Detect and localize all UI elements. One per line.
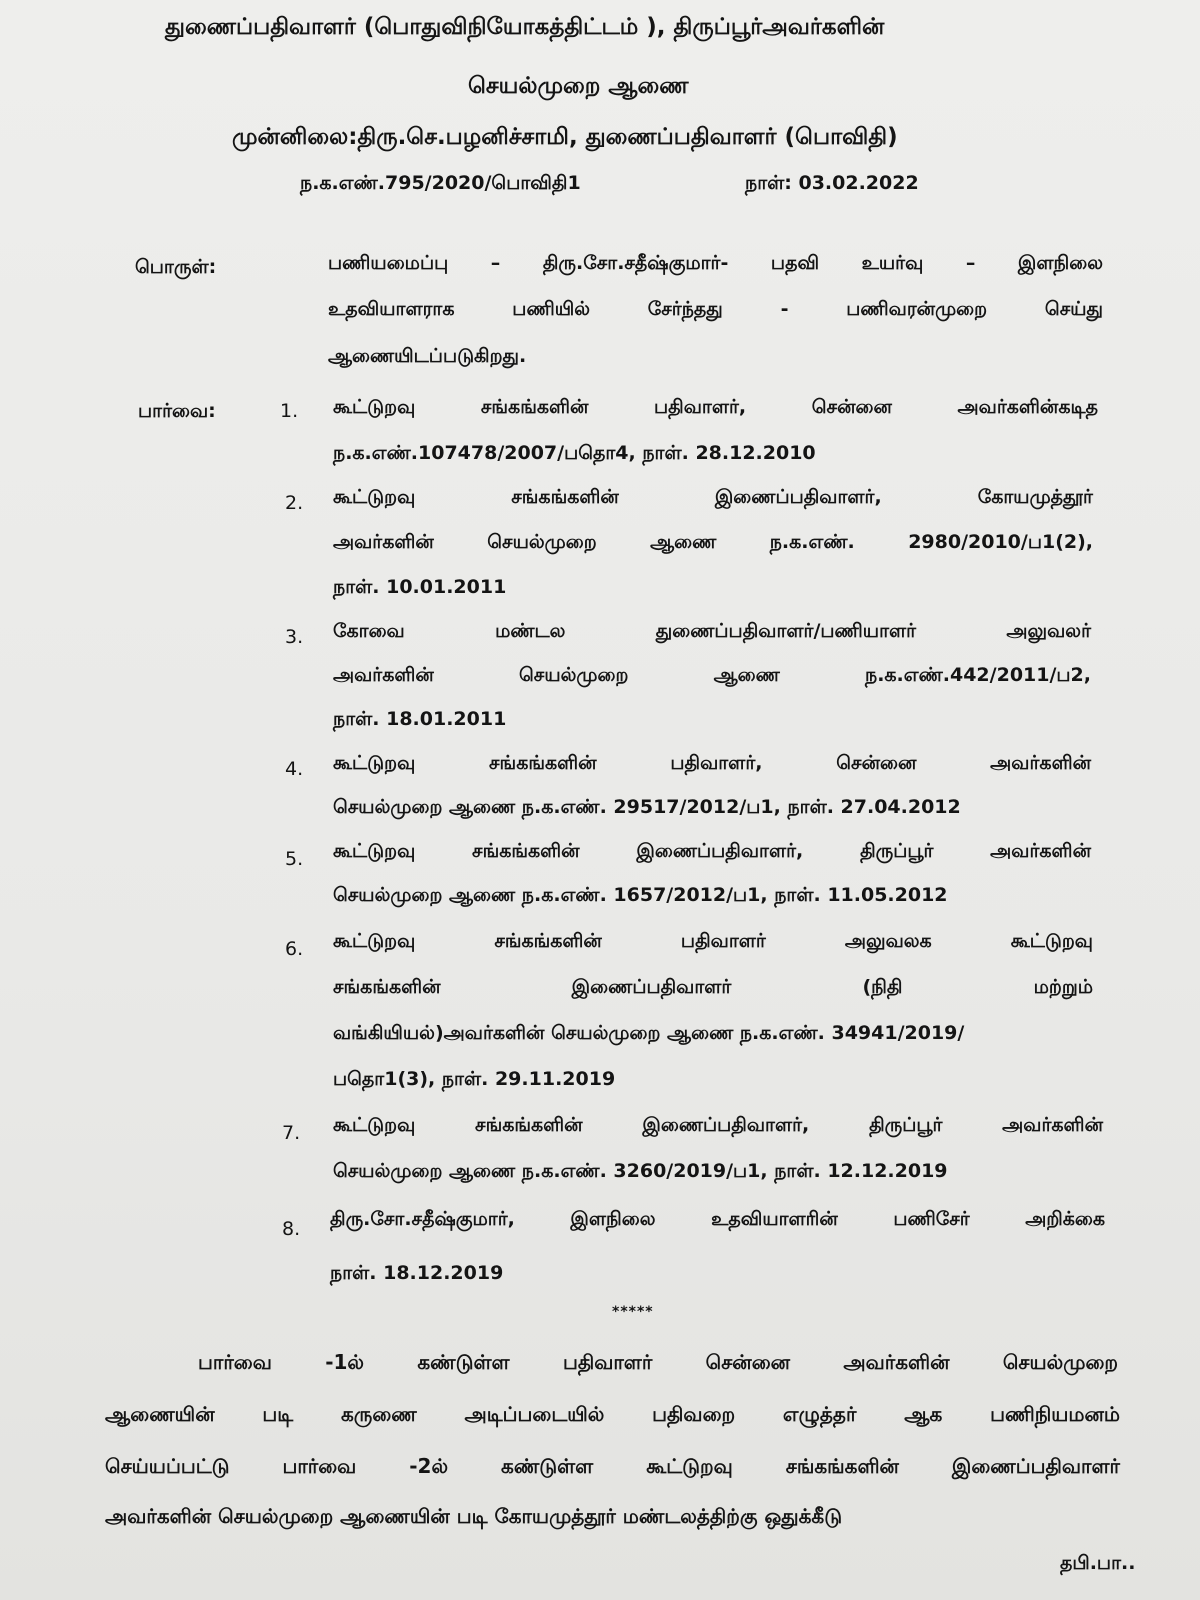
reference-line: அவர்களின் செயல்முறை ஆணை ந.க.எண்.442/2011/ப2, [333, 664, 1091, 686]
reference-line: நாள். 10.01.2011 [333, 576, 507, 598]
subject-line: பணியமைப்பு – திரு.சோ.சதீஷ்குமார்- பதவி உயர்வு – இளநிலை [328, 252, 1103, 274]
reference-number-3: 3. [285, 626, 304, 648]
reference-line: நாள். 18.01.2011 [333, 708, 507, 730]
reference-line: ந.க.எண்.107478/2007/பதொ4, நாள். 28.12.2010 [333, 442, 816, 464]
order-date: நாள்: 03.02.2022 [745, 172, 919, 194]
subject-line: உதவியாளராக பணியில் சேர்ந்தது - பணிவரன்முறை செய்து [328, 298, 1103, 320]
body-line: பார்வை -1ல் கண்டுள்ள பதிவாளர் சென்னை அவர்களின் செயல்முறை [198, 1350, 1118, 1374]
reference-line: செயல்முறை ஆணை ந.க.எண். 1657/2012/ப1, நாள். 11.05.2012 [333, 884, 948, 906]
reference-number-7: 7. [282, 1122, 301, 1144]
reference-line: பதொ1(3), நாள். 29.11.2019 [333, 1068, 616, 1090]
reference-line: கூட்டுறவு சங்கங்களின் இணைப்பதிவாளர், கோயமுத்தூர் [333, 486, 1093, 508]
section-separator: ***** [612, 1304, 654, 1320]
reference-line: திரு.சோ.சதீஷ்குமார், இளநிலை உதவியாளரின் பணிசேர் அறிக்கை [330, 1208, 1105, 1230]
reference-number-8: 8. [282, 1218, 301, 1240]
header-title-line1: துணைப்பதிவாளர் (பொதுவிநியோகத்திட்டம் ), திருப்பூர்அவர்களின் [165, 14, 885, 40]
reference-number-2: 2. [285, 492, 304, 514]
reference-number-5: 5. [285, 848, 304, 870]
reference-line: சங்கங்களின் இணைப்பதிவாளர் (நிதி மற்றும் [333, 976, 1093, 998]
reference-line: வங்கியியல்)அவர்களின் செயல்முறை ஆணை ந.க.எண். 34941/2019/ [333, 1022, 965, 1044]
subject-line: ஆணையிடப்படுகிறது. [328, 345, 527, 367]
reference-number: ந.க.எண்.795/2020/பொவிதி1 [300, 172, 581, 194]
reference-number-6: 6. [285, 938, 304, 960]
reference-number-1: 1. [280, 400, 299, 422]
reference-line: கூட்டுறவு சங்கங்களின் இணைப்பதிவாளர், திருப்பூர் அவர்களின் [333, 1114, 1103, 1136]
reference-line: கூட்டுறவு சங்கங்களின் பதிவாளர், சென்னை அவர்களின்கடித [333, 396, 1098, 418]
reference-line: கோவை மண்டல துணைப்பதிவாளர்/பணியாளர் அலுவலர் [333, 620, 1091, 642]
continued-marker: தபி.பா.. [1060, 1552, 1136, 1574]
subject-label: பொருள்: [135, 256, 217, 278]
reference-line: கூட்டுறவு சங்கங்களின் இணைப்பதிவாளர், திருப்பூர் அவர்களின் [333, 840, 1091, 862]
reference-line: நாள். 18.12.2019 [330, 1262, 504, 1284]
reference-line: கூட்டுறவு சங்கங்களின் பதிவாளர் அலுவலக கூட்டுறவு [333, 930, 1093, 952]
reference-number-4: 4. [285, 758, 304, 780]
body-line: செய்யப்பட்டு பார்வை -2ல் கண்டுள்ள கூட்டுறவு சங்கங்களின் இணைப்பதிவாளர் [105, 1454, 1120, 1478]
reference-line: செயல்முறை ஆணை ந.க.எண். 29517/2012/ப1, நாள். 27.04.2012 [333, 796, 961, 818]
header-title-line2: செயல்முறை ஆணை [468, 73, 689, 99]
reference-line: அவர்களின் செயல்முறை ஆணை ந.க.எண். 2980/2010/ப1(2), [333, 531, 1093, 553]
reference-line: செயல்முறை ஆணை ந.க.எண். 3260/2019/ப1, நாள். 12.12.2019 [333, 1160, 948, 1182]
reference-line: கூட்டுறவு சங்கங்களின் பதிவாளர், சென்னை அவர்களின் [333, 752, 1091, 774]
body-line: அவர்களின் செயல்முறை ஆணையின் படி கோயமுத்தூர் மண்டலத்திற்கு ஒதுக்கீடு [105, 1504, 843, 1528]
header-title-line3: முன்னிலை:திரு.செ.பழனிச்சாமி, துணைப்பதிவாளர் (பொவிதி) [232, 124, 898, 150]
body-line: ஆணையின் படி கருணை அடிப்படையில் பதிவறை எழுத்தர் ஆக பணிநியமனம் [105, 1402, 1120, 1426]
references-label: பார்வை: [138, 400, 216, 422]
